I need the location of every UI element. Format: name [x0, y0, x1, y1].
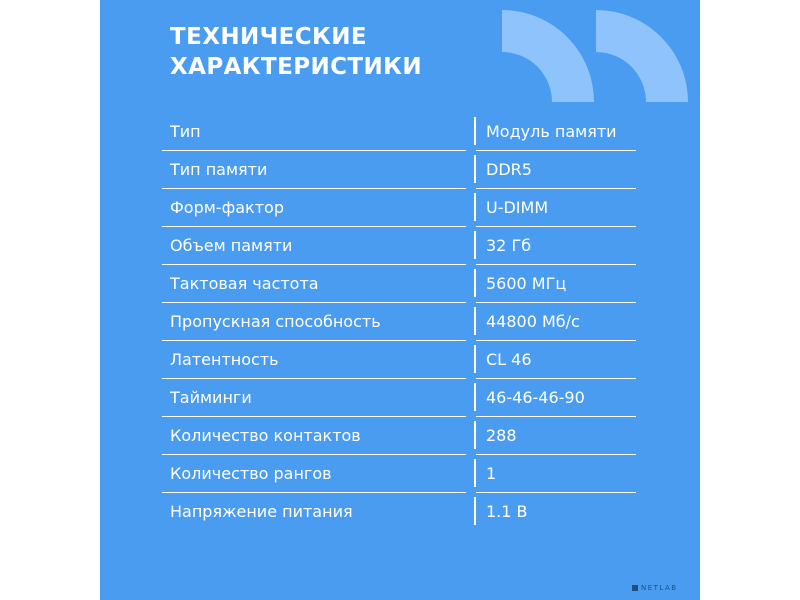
title-line-1: ТЕХНИЧЕСКИЕ [170, 24, 367, 50]
spec-value: 32 Гб [486, 236, 532, 255]
spec-label: Тайминги [170, 388, 252, 407]
spec-row [162, 341, 636, 379]
spec-label: Тактовая частота [170, 274, 319, 293]
spec-label: Форм-фактор [170, 198, 284, 217]
column-divider [474, 117, 476, 145]
spec-value: Модуль памяти [486, 122, 617, 141]
spec-label: Количество рангов [170, 464, 332, 483]
netlab-logo-icon [632, 585, 638, 591]
title-line-2: ХАРАКТЕРИСТИКИ [170, 54, 422, 80]
spec-card [100, 0, 700, 600]
spec-value: 46-46-46-90 [486, 388, 585, 407]
spec-row [162, 189, 636, 227]
column-divider [474, 459, 476, 487]
spec-value: DDR5 [486, 160, 532, 179]
column-divider [474, 155, 476, 183]
spec-value: 1.1 В [486, 502, 528, 521]
spec-value: 44800 Мб/с [486, 312, 580, 331]
spec-row [162, 417, 636, 455]
spec-label: Тип памяти [170, 160, 268, 179]
spec-value: U-DIMM [486, 198, 549, 217]
column-divider [474, 421, 476, 449]
spec-row [162, 113, 636, 151]
spec-label: Тип [170, 122, 201, 141]
quote-mark-left [502, 10, 594, 102]
spec-row [162, 227, 636, 265]
spec-row [162, 265, 636, 303]
spec-value: 1 [486, 464, 497, 483]
logo-text: NETLAB [641, 584, 678, 592]
spec-row [162, 493, 636, 531]
spec-row [162, 303, 636, 341]
spec-value: 288 [486, 426, 517, 445]
column-divider [474, 497, 476, 525]
page-title [170, 22, 422, 82]
column-divider [474, 307, 476, 335]
spec-label: Количество контактов [170, 426, 361, 445]
spec-row [162, 151, 636, 189]
spec-value: 5600 МГц [486, 274, 567, 293]
column-divider [474, 345, 476, 373]
netlab-logo [632, 584, 678, 592]
spec-label: Пропускная способность [170, 312, 381, 331]
spec-label: Объем памяти [170, 236, 293, 255]
column-divider [474, 193, 476, 221]
spec-row [162, 379, 636, 417]
column-divider [474, 269, 476, 297]
quote-marks-icon [502, 10, 700, 120]
column-divider [474, 383, 476, 411]
spec-value: CL 46 [486, 350, 532, 369]
column-divider [474, 231, 476, 259]
spec-label: Латентность [170, 350, 279, 369]
spec-table [162, 113, 636, 531]
quote-mark-right [596, 10, 688, 102]
spec-label: Напряжение питания [170, 502, 353, 521]
spec-row [162, 455, 636, 493]
